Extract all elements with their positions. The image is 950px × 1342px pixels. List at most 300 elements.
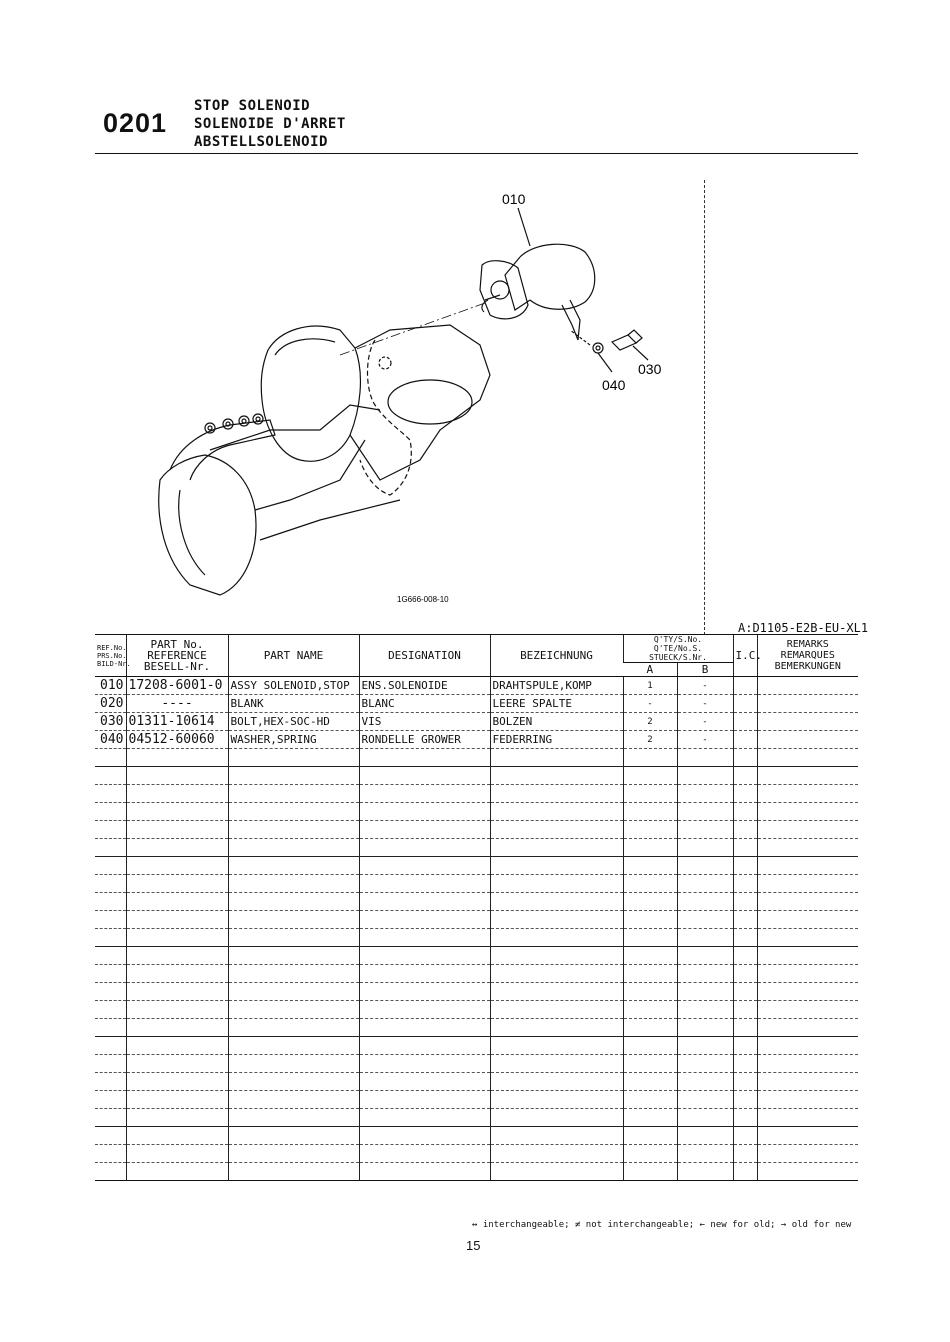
designation: VIS xyxy=(359,713,490,731)
empty-cell xyxy=(95,1055,126,1073)
empty-cell xyxy=(95,983,126,1001)
empty-cell xyxy=(677,1163,733,1181)
empty-cell xyxy=(95,803,126,821)
empty-cell xyxy=(490,767,623,785)
empty-cell xyxy=(733,947,757,965)
empty-cell xyxy=(757,839,858,857)
empty-cell xyxy=(95,749,126,767)
empty-cell xyxy=(677,1127,733,1145)
empty-cell xyxy=(490,893,623,911)
empty-cell xyxy=(126,929,228,947)
empty-cell xyxy=(677,821,733,839)
empty-cell xyxy=(757,911,858,929)
empty-cell xyxy=(757,929,858,947)
part-number: 17208-6001-0 xyxy=(126,677,228,695)
empty-cell xyxy=(623,893,677,911)
empty-cell xyxy=(126,1163,228,1181)
empty-cell xyxy=(228,857,359,875)
empty-cell xyxy=(228,1037,359,1055)
empty-cell xyxy=(677,1001,733,1019)
empty-cell xyxy=(733,1019,757,1037)
empty-table-row xyxy=(95,947,858,965)
empty-cell xyxy=(757,1091,858,1109)
empty-cell xyxy=(623,911,677,929)
empty-table-row xyxy=(95,749,858,767)
qty-b: - xyxy=(677,731,733,749)
part-number: 04512-60060 xyxy=(126,731,228,749)
empty-cell xyxy=(228,983,359,1001)
empty-cell xyxy=(126,785,228,803)
empty-cell xyxy=(95,1091,126,1109)
remarks-cell xyxy=(757,677,858,695)
figure-code: 1G666-008-10 xyxy=(397,595,449,604)
empty-cell xyxy=(733,803,757,821)
empty-cell xyxy=(228,965,359,983)
empty-cell xyxy=(733,1163,757,1181)
empty-table-row xyxy=(95,983,858,1001)
part-name: BLANK xyxy=(228,695,359,713)
empty-cell xyxy=(677,875,733,893)
qty-b: - xyxy=(677,677,733,695)
empty-cell xyxy=(95,1037,126,1055)
empty-cell xyxy=(757,1145,858,1163)
ref-number: 010 xyxy=(95,677,126,695)
empty-cell xyxy=(490,983,623,1001)
empty-cell xyxy=(757,857,858,875)
header-remarks: REMARKS REMARQUES BEMERKUNGEN xyxy=(757,635,858,677)
model-code: A:D1105-E2B-EU-XL1 xyxy=(738,621,869,635)
empty-cell xyxy=(757,1109,858,1127)
empty-table-row xyxy=(95,929,858,947)
empty-cell xyxy=(228,875,359,893)
empty-cell xyxy=(733,1001,757,1019)
empty-cell xyxy=(677,947,733,965)
empty-cell xyxy=(623,1145,677,1163)
remarks-cell xyxy=(757,713,858,731)
empty-cell xyxy=(228,785,359,803)
empty-cell xyxy=(126,821,228,839)
empty-cell xyxy=(95,821,126,839)
empty-cell xyxy=(733,839,757,857)
empty-cell xyxy=(359,1019,490,1037)
callout-030: 030 xyxy=(638,361,662,377)
header-part-no: PART No. REFERENCE BESELL-Nr. xyxy=(126,635,228,677)
empty-table-row xyxy=(95,767,858,785)
empty-cell xyxy=(490,1001,623,1019)
empty-cell xyxy=(126,1001,228,1019)
callout-040: 040 xyxy=(602,377,626,393)
ic-cell xyxy=(733,677,757,695)
empty-cell xyxy=(359,911,490,929)
empty-cell xyxy=(733,1109,757,1127)
remarks-cell xyxy=(757,731,858,749)
qty-a: 1 xyxy=(623,677,677,695)
designation: ENS.SOLENOIDE xyxy=(359,677,490,695)
part-name: ASSY SOLENOID,STOP xyxy=(228,677,359,695)
empty-cell xyxy=(623,965,677,983)
empty-cell xyxy=(623,839,677,857)
empty-cell xyxy=(126,839,228,857)
part-number: 01311-10614 xyxy=(126,713,228,731)
empty-cell xyxy=(757,1037,858,1055)
empty-cell xyxy=(623,983,677,1001)
empty-cell xyxy=(490,839,623,857)
empty-cell xyxy=(677,983,733,1001)
empty-cell xyxy=(677,767,733,785)
qty-b: - xyxy=(677,695,733,713)
interchangeability-legend: ↔ interchangeable; ≠ not interchangeable; ← new for old; → old for new xyxy=(472,1220,852,1230)
empty-cell xyxy=(126,857,228,875)
empty-cell xyxy=(359,821,490,839)
empty-cell xyxy=(228,1109,359,1127)
empty-cell xyxy=(623,857,677,875)
empty-cell xyxy=(733,911,757,929)
table-row xyxy=(95,677,858,695)
header-qty-a: A xyxy=(623,663,677,677)
empty-cell xyxy=(126,1055,228,1073)
empty-cell xyxy=(359,857,490,875)
empty-cell xyxy=(490,785,623,803)
empty-cell xyxy=(623,929,677,947)
empty-cell xyxy=(359,965,490,983)
empty-cell xyxy=(757,821,858,839)
empty-cell xyxy=(623,785,677,803)
empty-cell xyxy=(126,1127,228,1145)
empty-cell xyxy=(359,893,490,911)
qty-b: - xyxy=(677,713,733,731)
ic-cell xyxy=(733,731,757,749)
empty-cell xyxy=(677,785,733,803)
empty-cell xyxy=(623,821,677,839)
empty-cell xyxy=(733,749,757,767)
empty-cell xyxy=(228,911,359,929)
empty-cell xyxy=(95,965,126,983)
empty-table-row xyxy=(95,1073,858,1091)
empty-cell xyxy=(677,1145,733,1163)
empty-cell xyxy=(677,965,733,983)
empty-cell xyxy=(126,875,228,893)
empty-cell xyxy=(228,1091,359,1109)
empty-cell xyxy=(677,803,733,821)
empty-cell xyxy=(623,1073,677,1091)
empty-table-row xyxy=(95,1001,858,1019)
empty-table-row xyxy=(95,785,858,803)
empty-cell xyxy=(757,1127,858,1145)
empty-cell xyxy=(677,1073,733,1091)
empty-cell xyxy=(733,1073,757,1091)
empty-cell xyxy=(490,911,623,929)
header-quantity: Q'TY/S.No. Q'TE/No.S. STUECK/S.Nr. xyxy=(623,635,733,663)
bezeichnung: FEDERRING xyxy=(490,731,623,749)
empty-cell xyxy=(733,1145,757,1163)
empty-cell xyxy=(733,929,757,947)
empty-table-row xyxy=(95,893,858,911)
empty-cell xyxy=(677,857,733,875)
qty-a: 2 xyxy=(623,731,677,749)
empty-cell xyxy=(757,749,858,767)
empty-cell xyxy=(126,1019,228,1037)
empty-cell xyxy=(757,875,858,893)
empty-cell xyxy=(490,1163,623,1181)
table-row xyxy=(95,731,858,749)
empty-cell xyxy=(677,749,733,767)
parts-table xyxy=(95,634,858,1181)
empty-table-row xyxy=(95,875,858,893)
empty-table-row xyxy=(95,1163,858,1181)
empty-cell xyxy=(623,1055,677,1073)
header-designation: DESIGNATION xyxy=(359,635,490,677)
designation: BLANC xyxy=(359,695,490,713)
empty-cell xyxy=(126,1073,228,1091)
empty-cell xyxy=(359,1055,490,1073)
qty-a: 2 xyxy=(623,713,677,731)
empty-cell xyxy=(677,1091,733,1109)
bezeichnung: LEERE SPALTE xyxy=(490,695,623,713)
empty-cell xyxy=(490,1055,623,1073)
empty-cell xyxy=(757,947,858,965)
empty-cell xyxy=(757,767,858,785)
empty-cell xyxy=(126,1145,228,1163)
empty-cell xyxy=(757,983,858,1001)
empty-cell xyxy=(490,965,623,983)
title-english: STOP SOLENOID xyxy=(194,98,311,114)
empty-cell xyxy=(733,857,757,875)
empty-cell xyxy=(359,875,490,893)
empty-cell xyxy=(228,821,359,839)
empty-cell xyxy=(733,1127,757,1145)
empty-cell xyxy=(677,1019,733,1037)
empty-cell xyxy=(490,1109,623,1127)
empty-cell xyxy=(490,1019,623,1037)
callout-010: 010 xyxy=(502,191,526,207)
empty-cell xyxy=(228,929,359,947)
empty-cell xyxy=(733,1037,757,1055)
ref-number: 040 xyxy=(95,731,126,749)
empty-cell xyxy=(228,1001,359,1019)
header-qty-b: B xyxy=(677,663,733,677)
empty-cell xyxy=(490,857,623,875)
empty-cell xyxy=(95,785,126,803)
empty-cell xyxy=(677,1037,733,1055)
empty-cell xyxy=(623,1163,677,1181)
empty-cell xyxy=(623,1001,677,1019)
empty-cell xyxy=(623,803,677,821)
empty-table-row xyxy=(95,1091,858,1109)
empty-cell xyxy=(733,1055,757,1073)
vertical-divider xyxy=(704,180,705,635)
part-name: WASHER,SPRING xyxy=(228,731,359,749)
empty-cell xyxy=(623,1109,677,1127)
empty-cell xyxy=(359,767,490,785)
empty-cell xyxy=(95,857,126,875)
empty-cell xyxy=(359,1163,490,1181)
qty-a: - xyxy=(623,695,677,713)
empty-table-row xyxy=(95,1109,858,1127)
empty-cell xyxy=(95,1001,126,1019)
table-row xyxy=(95,713,858,731)
ref-number: 030 xyxy=(95,713,126,731)
empty-cell xyxy=(359,1109,490,1127)
empty-cell xyxy=(359,785,490,803)
empty-cell xyxy=(126,1037,228,1055)
empty-cell xyxy=(733,785,757,803)
exploded-view-diagram xyxy=(150,180,710,620)
empty-cell xyxy=(95,929,126,947)
bezeichnung: DRAHTSPULE,KOMP xyxy=(490,677,623,695)
empty-table-row xyxy=(95,839,858,857)
empty-table-row xyxy=(95,911,858,929)
empty-cell xyxy=(228,1127,359,1145)
empty-table-row xyxy=(95,803,858,821)
empty-cell xyxy=(490,749,623,767)
empty-cell xyxy=(95,911,126,929)
empty-cell xyxy=(359,983,490,1001)
empty-cell xyxy=(623,875,677,893)
empty-cell xyxy=(757,893,858,911)
empty-cell xyxy=(490,1145,623,1163)
empty-cell xyxy=(733,965,757,983)
empty-cell xyxy=(95,839,126,857)
empty-table-row xyxy=(95,857,858,875)
empty-cell xyxy=(490,803,623,821)
empty-cell xyxy=(228,1019,359,1037)
empty-cell xyxy=(95,1019,126,1037)
header-ref: REF.No. PRS.No. BILD-Nr. xyxy=(95,635,126,677)
remarks-cell xyxy=(757,695,858,713)
empty-table-row xyxy=(95,1055,858,1073)
empty-cell xyxy=(126,983,228,1001)
empty-cell xyxy=(623,749,677,767)
empty-cell xyxy=(490,1127,623,1145)
empty-cell xyxy=(126,965,228,983)
empty-cell xyxy=(677,1055,733,1073)
title-french: SOLENOIDE D'ARRET xyxy=(194,116,346,132)
empty-cell xyxy=(95,875,126,893)
empty-cell xyxy=(95,893,126,911)
empty-cell xyxy=(359,1145,490,1163)
section-number: 0201 xyxy=(103,108,168,138)
title-rule xyxy=(95,153,858,154)
empty-cell xyxy=(228,803,359,821)
empty-cell xyxy=(359,1091,490,1109)
part-number: ---- xyxy=(126,695,228,713)
empty-cell xyxy=(228,749,359,767)
empty-cell xyxy=(228,1055,359,1073)
empty-cell xyxy=(490,875,623,893)
empty-cell xyxy=(95,767,126,785)
empty-cell xyxy=(359,1127,490,1145)
empty-cell xyxy=(490,1073,623,1091)
title-german: ABSTELLSOLENOID xyxy=(194,134,328,150)
empty-cell xyxy=(623,1037,677,1055)
empty-cell xyxy=(228,1145,359,1163)
empty-table-row xyxy=(95,965,858,983)
empty-cell xyxy=(677,1109,733,1127)
empty-cell xyxy=(359,947,490,965)
empty-cell xyxy=(359,929,490,947)
header-ic: I.C. xyxy=(733,635,757,677)
empty-cell xyxy=(126,947,228,965)
empty-cell xyxy=(228,839,359,857)
empty-cell xyxy=(126,767,228,785)
empty-cell xyxy=(126,803,228,821)
ic-cell xyxy=(733,713,757,731)
empty-cell xyxy=(733,983,757,1001)
empty-cell xyxy=(95,1109,126,1127)
empty-cell xyxy=(126,1109,228,1127)
empty-cell xyxy=(757,785,858,803)
empty-cell xyxy=(733,767,757,785)
empty-cell xyxy=(490,1091,623,1109)
empty-cell xyxy=(95,1163,126,1181)
empty-cell xyxy=(95,947,126,965)
empty-cell xyxy=(733,821,757,839)
empty-table-row xyxy=(95,1127,858,1145)
empty-cell xyxy=(228,947,359,965)
empty-cell xyxy=(733,1091,757,1109)
empty-cell xyxy=(490,821,623,839)
empty-cell xyxy=(490,929,623,947)
ic-cell xyxy=(733,695,757,713)
empty-cell xyxy=(126,1091,228,1109)
empty-cell xyxy=(623,1091,677,1109)
empty-cell xyxy=(733,875,757,893)
empty-cell xyxy=(126,911,228,929)
empty-cell xyxy=(757,965,858,983)
empty-cell xyxy=(228,1073,359,1091)
empty-cell xyxy=(677,911,733,929)
empty-cell xyxy=(126,893,228,911)
empty-cell xyxy=(757,803,858,821)
empty-table-row xyxy=(95,821,858,839)
empty-cell xyxy=(359,1001,490,1019)
empty-table-row xyxy=(95,1019,858,1037)
empty-cell xyxy=(757,1055,858,1073)
empty-cell xyxy=(757,1001,858,1019)
empty-cell xyxy=(623,1127,677,1145)
empty-cell xyxy=(228,893,359,911)
ref-number: 020 xyxy=(95,695,126,713)
empty-cell xyxy=(359,803,490,821)
header-bezeichnung: BEZEICHNUNG xyxy=(490,635,623,677)
empty-cell xyxy=(126,749,228,767)
page-number: 15 xyxy=(466,1238,481,1253)
part-name: BOLT,HEX-SOC-HD xyxy=(228,713,359,731)
empty-cell xyxy=(677,839,733,857)
designation: RONDELLE GROWER xyxy=(359,731,490,749)
empty-cell xyxy=(623,767,677,785)
empty-cell xyxy=(757,1163,858,1181)
bezeichnung: BOLZEN xyxy=(490,713,623,731)
empty-cell xyxy=(757,1073,858,1091)
empty-table-row xyxy=(95,1145,858,1163)
empty-cell xyxy=(359,749,490,767)
empty-cell xyxy=(95,1073,126,1091)
empty-cell xyxy=(95,1127,126,1145)
empty-cell xyxy=(359,839,490,857)
table-row xyxy=(95,695,858,713)
empty-cell xyxy=(359,1037,490,1055)
empty-cell xyxy=(623,947,677,965)
empty-cell xyxy=(733,893,757,911)
empty-cell xyxy=(359,1073,490,1091)
empty-cell xyxy=(623,1019,677,1037)
header-part-name: PART NAME xyxy=(228,635,359,677)
empty-cell xyxy=(677,929,733,947)
empty-cell xyxy=(228,1163,359,1181)
empty-table-row xyxy=(95,1037,858,1055)
empty-cell xyxy=(490,947,623,965)
